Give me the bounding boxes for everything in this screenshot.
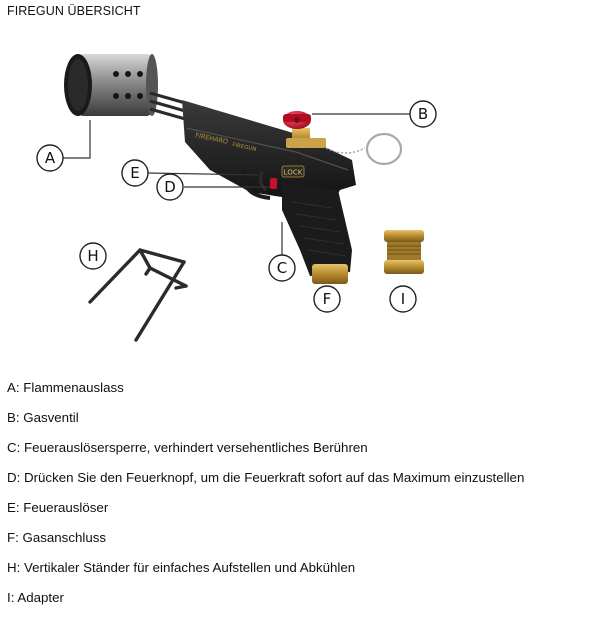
svg-text:E: E [130, 164, 140, 182]
lock-label: LOCK [283, 168, 303, 177]
svg-text:D: D [164, 178, 176, 196]
adapter-part [384, 230, 424, 274]
legend-item-d: D: Drücken Sie den Feuerknopf, um die Feuerkraft sofort auf das Maximum einzustellen [7, 470, 525, 485]
gas-valve-knob [283, 111, 326, 148]
leader-a [61, 120, 90, 158]
svg-text:F: F [322, 290, 332, 308]
legend-item-c: C: Feuerauslösersperre, verhindert versehentliches Berühren [7, 440, 368, 455]
page-title: FIREGUN ÜBERSICHT [7, 4, 141, 18]
product-diagram [0, 28, 608, 368]
legend-item-h: H: Vertikaler Ständer für einfaches Aufstellen und Abkühlen [7, 560, 356, 575]
legend-item-f: F: Gasanschluss [7, 530, 107, 545]
svg-text:A: A [44, 149, 56, 167]
legend-item-b: B: Gasventil [7, 410, 79, 425]
callout-a [37, 145, 63, 171]
callout-h [80, 243, 106, 269]
parts-legend [7, 380, 597, 620]
brand-label: FIREHARO [194, 131, 229, 146]
legend-item-i: I: Adapter [7, 590, 64, 605]
callout-e [122, 160, 148, 186]
svg-text:H: H [87, 247, 99, 265]
model-label: FIREGUN [231, 142, 257, 154]
flame-nozzle [64, 54, 158, 116]
svg-text:I: I [400, 290, 406, 308]
legend-item-e: E: Feuerauslöser [7, 500, 109, 515]
callout-b [410, 101, 436, 127]
callout-i [390, 286, 416, 312]
callout-f [314, 286, 340, 312]
svg-text:B: B [417, 105, 429, 123]
legend-item-a: A: Flammenauslass [7, 380, 124, 395]
gun-body [182, 100, 356, 284]
svg-text:C: C [276, 259, 288, 277]
callout-d [157, 174, 183, 200]
callout-c [269, 255, 295, 281]
